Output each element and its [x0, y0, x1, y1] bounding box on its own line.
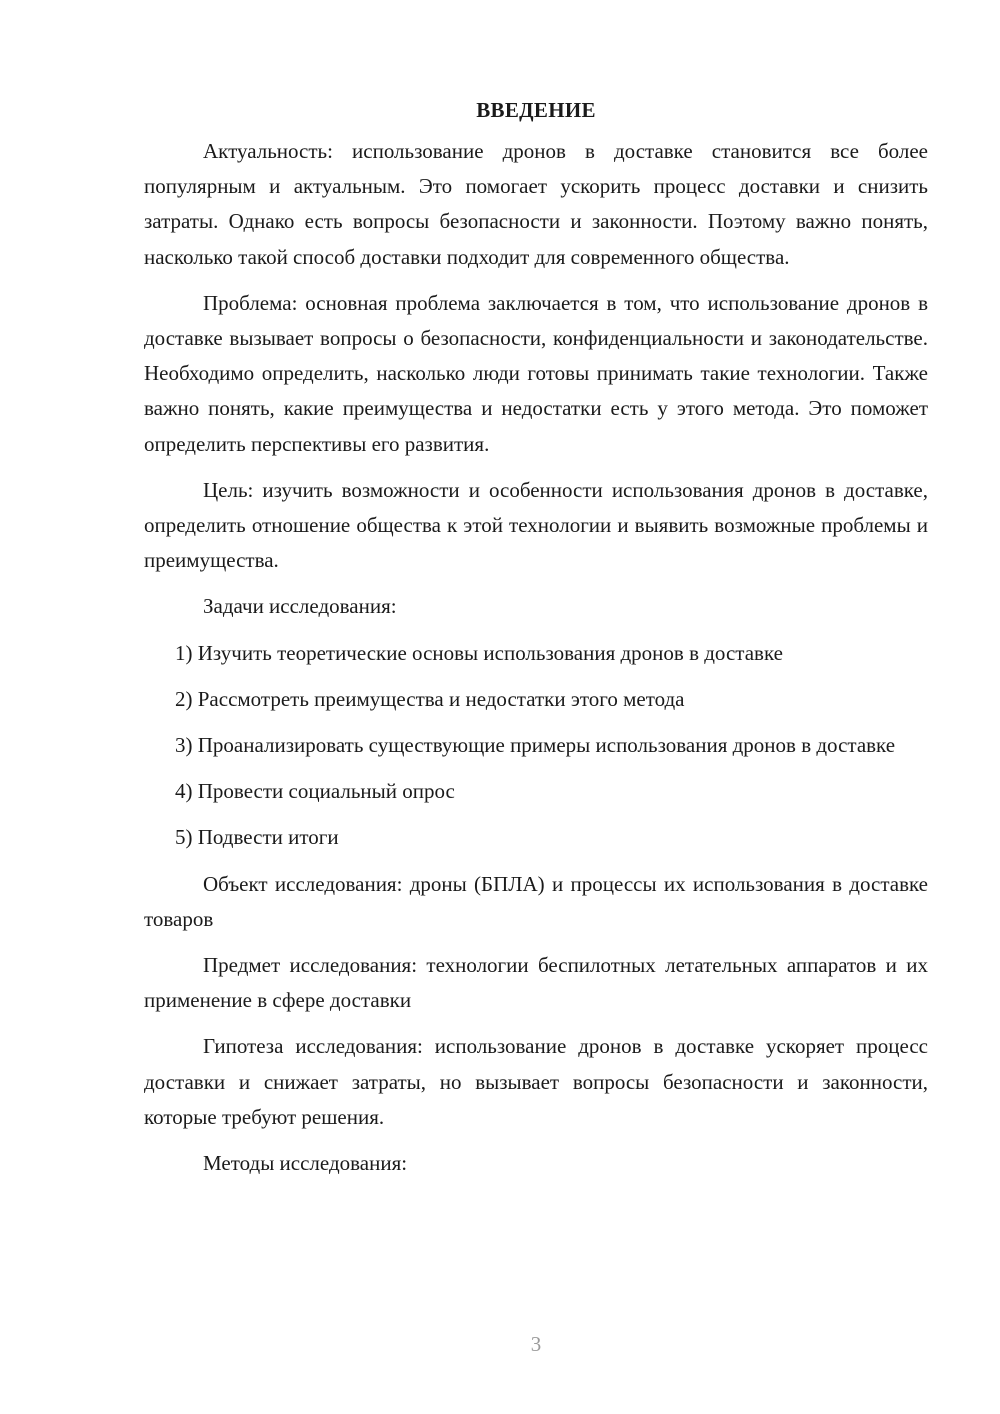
list-item-task-3: 3) Проанализировать существующие примеры использования дронов в доставке — [175, 733, 896, 758]
list-item-task-4: 4) Провести социальный опрос — [175, 779, 455, 804]
list-item-task-2: 2) Рассмотреть преимущества и недостатки этого метода — [175, 686, 685, 711]
page-number: 3 — [530, 1332, 542, 1356]
paragraph-problem: Проблема: основная проблема заключается в том, что использование дронов в доставке вызывает вопросы о безопасности, конфиденциальности и законодательстве. Необходимо определить, насколько люди готовы принимать такие технологии. Также важно понять, какие преимущества и недостатки есть у этого метода. Это поможет определить перспективы его развития. — [144, 290, 928, 456]
paragraph-object: Объект исследования: дроны (БПЛА) и процессы их использования в доставке товаров — [144, 871, 928, 931]
list-item-task-1: 1) Изучить теоретические основы использования дронов в доставке — [175, 640, 783, 665]
section-title: ВВЕДЕНИЕ — [476, 98, 596, 122]
paragraph-relevance: Актуальность: использование дронов в доставке становится все более популярным и актуальным. Это помогает ускорить процесс доставки и снизить затраты. Однако есть вопросы безопасности и законности. Поэтому важно понять, насколько такой способ доставки подходит для современного общества. — [144, 139, 928, 269]
paragraph-tasks-heading: Задачи исследования: — [203, 594, 397, 619]
paragraph-subject: Предмет исследования: технологии беспилотных летательных аппаратов и их применение в сфере доставки — [144, 953, 928, 1013]
list-item-task-5: 5) Подвести итоги — [175, 825, 339, 850]
paragraph-goal: Цель: изучить возможности и особенности использования дронов в доставке, определить отношение общества к этой технологии и выявить возможные проблемы и преимущества. — [144, 477, 928, 573]
paragraph-hypothesis: Гипотеза исследования: использование дронов в доставке ускоряет процесс доставки и снижает затраты, но вызывает вопросы безопасности и законности, которые требуют решения. — [144, 1034, 928, 1129]
document-page — [144, 92, 928, 1192]
paragraph-methods-heading: Методы исследования: — [203, 1151, 408, 1176]
